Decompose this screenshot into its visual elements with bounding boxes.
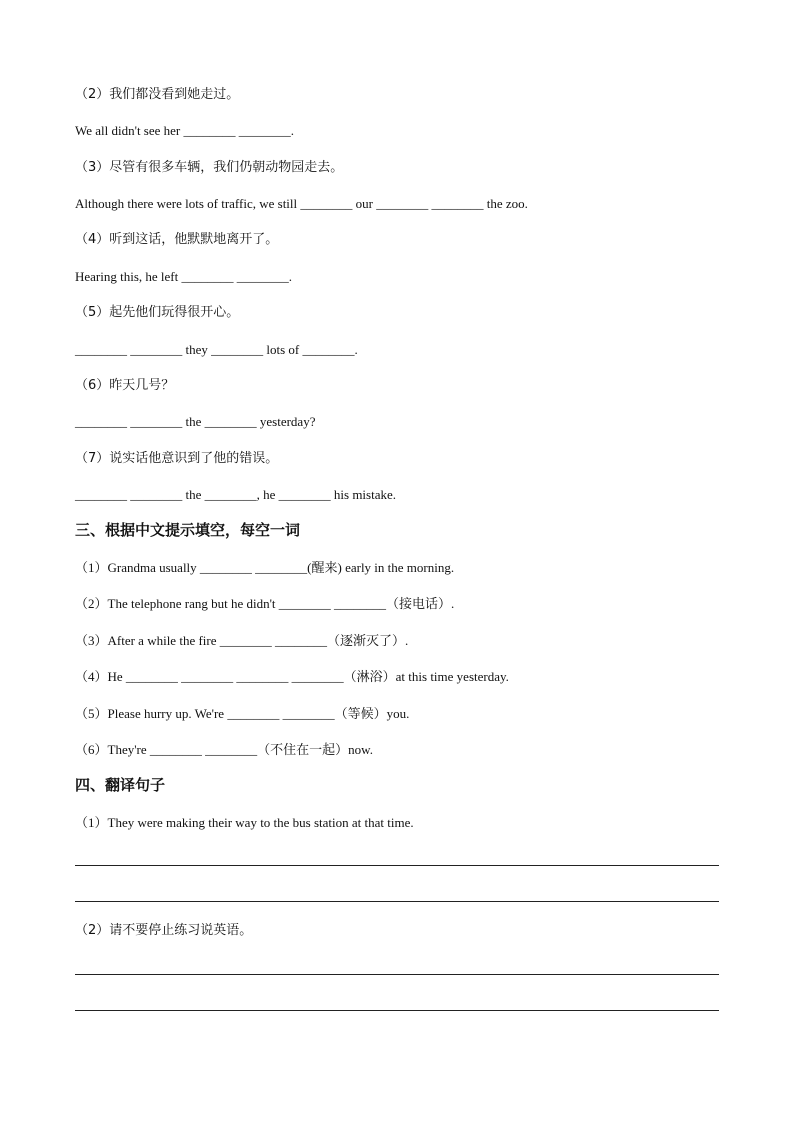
answer-line[interactable]: ________ ________ the ________ yesterday? <box>75 414 316 429</box>
fill-blank-item[interactable]: （6）They're ________ ________（不住在一起）now. <box>75 742 373 757</box>
question-prompt: （6）昨天几号？ <box>75 378 175 393</box>
answer-line[interactable]: Hearing this, he left ________ ________. <box>75 269 292 284</box>
question-prompt: （2）我们都没看到她走过。 <box>75 87 240 102</box>
question-prompt: （7）说实话他意识到了他的错误。 <box>75 451 279 466</box>
answer-line[interactable]: We all didn't see her ________ ________. <box>75 123 295 138</box>
answer-rule[interactable] <box>75 1010 719 1011</box>
answer-line[interactable]: ________ ________ the ________, he ________ his mistake. <box>75 487 397 502</box>
answer-rule[interactable] <box>75 865 719 866</box>
translation-prompt: （2）请不要停止练习说英语。 <box>75 923 253 938</box>
answer-line[interactable]: ________ ________ they ________ lots of ________. <box>75 342 358 357</box>
section-title: 三、根据中文提示填空，每空一词 <box>75 521 301 539</box>
question-prompt: （4）听到这话，他默默地离开了。 <box>75 232 279 247</box>
question-prompt: （3）尽管有很多车辆，我们仍朝动物园走去。 <box>75 160 344 175</box>
answer-rule[interactable] <box>75 901 719 902</box>
question-prompt: （5）起先他们玩得很开心。 <box>75 305 240 320</box>
answer-line[interactable]: Although there were lots of traffic, we still ________ our ________ ________ the zoo. <box>75 196 528 211</box>
fill-blank-item[interactable]: （3）After a while the fire ________ ________（逐渐灭了）. <box>75 633 409 648</box>
section-title: 四、翻译句子 <box>75 776 166 794</box>
translation-prompt: （1）They were making their way to the bus station at that time. <box>75 815 414 830</box>
fill-blank-item[interactable]: （2）The telephone rang but he didn't ________ ________（接电话）. <box>75 596 455 611</box>
fill-blank-item[interactable]: （4）He ________ ________ ________ ________（淋浴）at this time yesterday. <box>75 669 509 684</box>
fill-blank-item[interactable]: （1）Grandma usually ________ ________(醒来) early in the morning. <box>75 560 455 575</box>
fill-blank-item[interactable]: （5）Please hurry up. We're ________ ________（等候）you. <box>75 706 410 721</box>
answer-rule[interactable] <box>75 974 719 975</box>
